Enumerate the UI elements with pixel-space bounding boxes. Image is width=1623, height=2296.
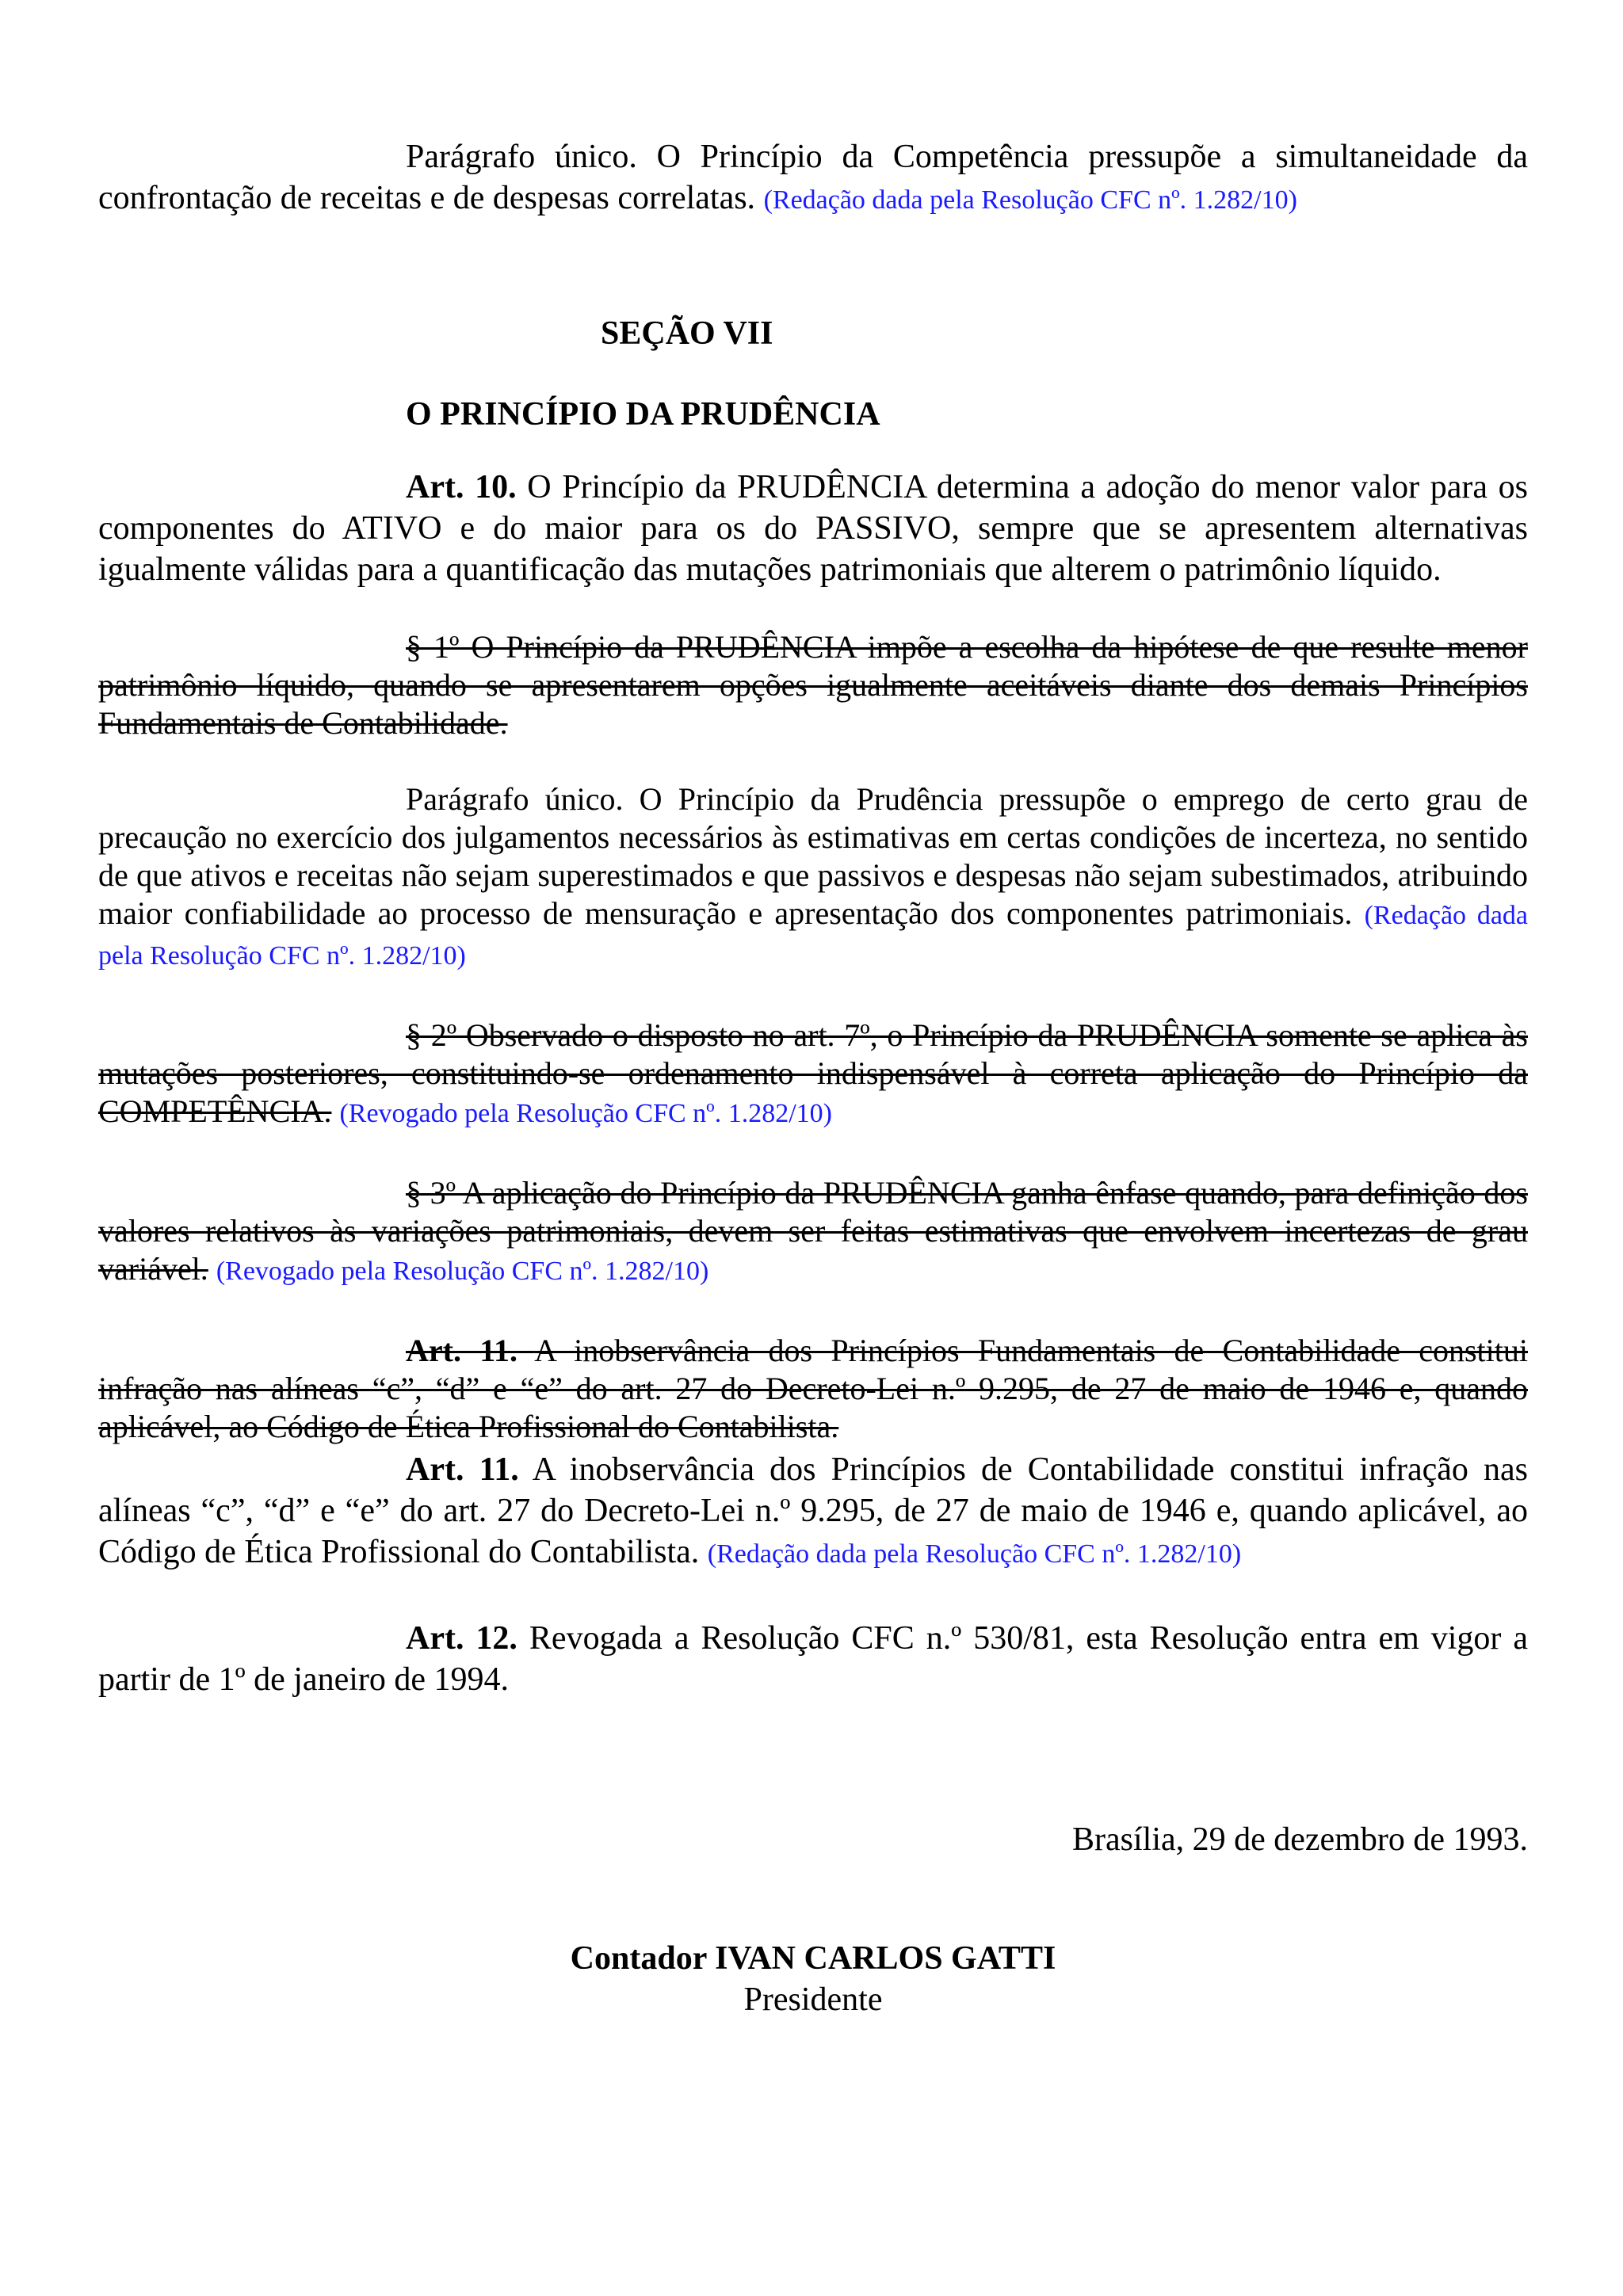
paragraph-2-revoked (98, 1016, 1528, 1133)
article-11 (98, 1449, 1528, 1575)
signer-name: Contador IVAN CARLOS GATTI (570, 1940, 1056, 1977)
paragraph-3-revoked (98, 1174, 1528, 1291)
amendment-note: (Redação dada pela Resolução CFC nº. 1.282/10) (98, 901, 1529, 971)
signer-title: Presidente (743, 1981, 883, 2018)
struck-text: § 2º Observado o disposto no art. 7º, o Princípio da PRUDÊNCIA somente se aplica às mutações posteriores, constituindo-se ordenamento indispensável à correta aplicação do Princípio da COMPETÊNCIA. (98, 1017, 1528, 1129)
amendment-note: (Revogado pela Resolução CFC nº. 1.282/10) (339, 1099, 832, 1128)
article-label: Art. 11. (406, 1333, 518, 1368)
amendment-note: (Redação dada pela Resolução CFC nº. 1.282/10) (763, 185, 1297, 215)
article-label: Art. 10. (406, 469, 517, 505)
paragrafo-unico-competencia (98, 136, 1528, 221)
struck-text: § 3º A aplicação do Princípio da PRUDÊNCIA ganha ênfase quando, para definição dos valores relativos às variações patrimoniais, devem ser feitas estimativas que envolvem incertezas de grau variável. (98, 1175, 1528, 1287)
article-text: A inobservância dos Princípios Fundamentais de Contabilidade constitui infração nas alíneas “c”, “d” e “e” do art. 27 do Decreto-Lei n.º 9.295, de 27 de maio de 1946 e, quando aplicável, ao Código de Ética Profissional do Contabilista. (98, 1333, 1529, 1444)
article-text: O Princípio da PRUDÊNCIA determina a adoção do menor valor para os componentes do ATIVO e do maior para os do PASSIVO, sempre que se apresentem alternativas igualmente válidas para a quantificação das mutações patrimoniais que alterem o patrimônio líquido. (98, 469, 1528, 588)
paragraph-text: Parágrafo único. O Princípio da Prudência pressupõe o emprego de certo grau de precaução no exercício dos julgamentos necessários às estimativas em certas condições de incerteza, no sentido de que ativos e receitas não sejam superestimados e que passivos e despesas não sejam subestimados, atribuindo maior confiabilidade ao processo de mensuração e apresentação dos componentes patrimoniais. (98, 781, 1528, 931)
article-10 (98, 467, 1528, 590)
date-line: Brasília, 29 de dezembro de 1993. (1072, 1821, 1528, 1858)
paragrafo-unico-prudencia (98, 780, 1528, 975)
section-subtitle: O PRINCÍPIO DA PRUDÊNCIA (406, 396, 880, 433)
article-text: Revogada a Resolução CFC n.º 530/81, esta Resolução entra em vigor a partir de 1º de janeiro de 1994. (98, 1620, 1529, 1698)
paragraph-1-revoked: § 1º O Princípio da PRUDÊNCIA impõe a escolha da hipótese de que resulte menor patrimônio líquido, quando se apresentarem opções igualmente aceitáveis diante dos demais Princípios Fundamentais de Contabilidade. (98, 629, 1528, 741)
article-12 (98, 1618, 1528, 1700)
section-title: SEÇÃO VII (601, 315, 773, 352)
amendment-note: (Redação dada pela Resolução CFC nº. 1.282/10) (707, 1539, 1242, 1569)
article-11-old (98, 1332, 1528, 1446)
amendment-note: (Revogado pela Resolução CFC nº. 1.282/10) (216, 1257, 709, 1286)
article-label: Art. 11. (406, 1451, 519, 1488)
paragraph-text: Parágrafo único. O Princípio da Competência pressupõe a simultaneidade da confrontação de receitas e de despesas correlatas. (98, 139, 1528, 216)
article-label: Art. 12. (406, 1620, 517, 1657)
article-text: A inobservância dos Princípios de Contabilidade constitui infração nas alíneas “c”, “d” e “e” do art. 27 do Decreto-Lei n.º 9.295, de 27 de maio de 1946 e, quando aplicável, ao Código de Ética Profissional do Contabilista. (98, 1451, 1528, 1570)
